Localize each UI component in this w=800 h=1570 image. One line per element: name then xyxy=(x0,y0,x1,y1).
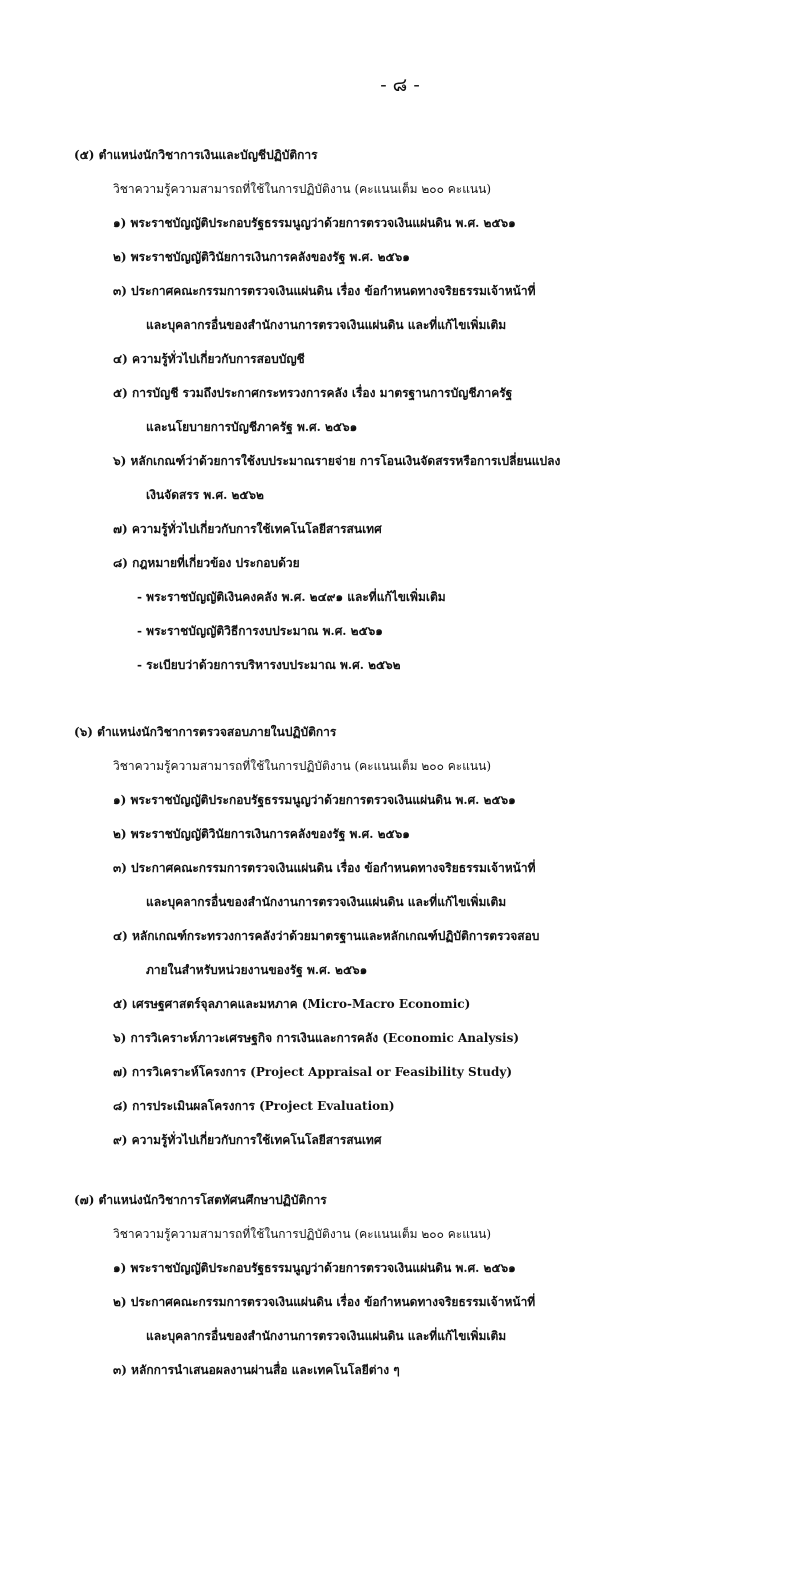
list-item-continuation: และบุคลากรอื่นของสำนักงานการตรวจเงินแผ่นดิน และที่แก้ไขเพิ่มเติม xyxy=(146,895,507,909)
list-item: ๓) ประกาศคณะกรรมการตรวจเงินแผ่นดิน เรื่อง ข้อกำหนดทางจริยธรรมเจ้าหน้าที่ xyxy=(113,284,536,298)
section-heading: (๗) ตำแหน่งนักวิชาการโสตทัศนศึกษาปฏิบัติการ xyxy=(74,1193,327,1207)
list-item-continuation: เงินจัดสรร พ.ศ. ๒๕๖๒ xyxy=(146,488,264,502)
sub-list-item: - พระราชบัญญัติวิธีการงบประมาณ พ.ศ. ๒๕๖๑ xyxy=(137,624,383,638)
section-subject: วิชาความรู้ความสามารถที่ใช้ในการปฏิบัติงาน (คะแนนเต็ม ๒๐๐ คะแนน) xyxy=(113,1227,492,1241)
list-item: ๒) ประกาศคณะกรรมการตรวจเงินแผ่นดิน เรื่อง ข้อกำหนดทางจริยธรรมเจ้าหน้าที่ xyxy=(113,1295,536,1309)
list-item: ๗) การวิเคราะห์โครงการ (Project Appraisal or Feasibility Study) xyxy=(113,1065,513,1079)
section-subject: วิชาความรู้ความสามารถที่ใช้ในการปฏิบัติงาน (คะแนนเต็ม ๒๐๐ คะแนน) xyxy=(113,759,492,773)
section-5 xyxy=(0,138,800,682)
list-item-continuation: และนโยบายการบัญชีภาครัฐ พ.ศ. ๒๕๖๑ xyxy=(146,420,358,434)
section-7 xyxy=(0,1183,800,1387)
list-item-continuation: และบุคลากรอื่นของสำนักงานการตรวจเงินแผ่นดิน และที่แก้ไขเพิ่มเติม xyxy=(146,1329,507,1343)
list-item: ๖) การวิเคราะห์ภาวะเศรษฐกิจ การเงินและการคลัง (Economic Analysis) xyxy=(113,1031,520,1045)
list-item: ๒) พระราชบัญญัติวินัยการเงินการคลังของรัฐ พ.ศ. ๒๕๖๑ xyxy=(113,250,410,264)
list-item: ๓) ประกาศคณะกรรมการตรวจเงินแผ่นดิน เรื่อง ข้อกำหนดทางจริยธรรมเจ้าหน้าที่ xyxy=(113,861,536,875)
list-item: ๕) เศรษฐศาสตร์จุลภาคและมหภาค (Micro-Macro Economic) xyxy=(113,997,471,1011)
section-subject: วิชาความรู้ความสามารถที่ใช้ในการปฏิบัติงาน (คะแนนเต็ม ๒๐๐ คะแนน) xyxy=(113,182,492,196)
list-item: ๓) หลักการนำเสนอผลงานผ่านสื่อ และเทคโนโลยีต่าง ๆ xyxy=(113,1363,400,1377)
page-number: - ๘ - xyxy=(380,74,420,96)
list-item: ๕) การบัญชี รวมถึงประกาศกระทรวงการคลัง เรื่อง มาตรฐานการบัญชีภาครัฐ xyxy=(113,386,513,400)
list-item: ๒) พระราชบัญญัติวินัยการเงินการคลังของรัฐ พ.ศ. ๒๕๖๑ xyxy=(113,827,410,841)
list-item: ๘) การประเมินผลโครงการ (Project Evaluation) xyxy=(113,1099,395,1113)
list-item: ๑) พระราชบัญญัติประกอบรัฐธรรมนูญว่าด้วยการตรวจเงินแผ่นดิน พ.ศ. ๒๕๖๑ xyxy=(113,793,516,807)
sub-list-item: - ระเบียบว่าด้วยการบริหารงบประมาณ พ.ศ. ๒๕๖๒ xyxy=(137,658,401,672)
list-item: ๘) กฎหมายที่เกี่ยวข้อง ประกอบด้วย xyxy=(113,556,300,570)
list-item-continuation: ภายในสำหรับหน่วยงานของรัฐ พ.ศ. ๒๕๖๑ xyxy=(146,963,368,977)
list-item-continuation: และบุคลากรอื่นของสำนักงานการตรวจเงินแผ่นดิน และที่แก้ไขเพิ่มเติม xyxy=(146,318,507,332)
list-item: ๔) ความรู้ทั่วไปเกี่ยวกับการสอบบัญชี xyxy=(113,352,305,366)
list-item: ๑) พระราชบัญญัติประกอบรัฐธรรมนูญว่าด้วยการตรวจเงินแผ่นดิน พ.ศ. ๒๕๖๑ xyxy=(113,1261,516,1275)
list-item: ๗) ความรู้ทั่วไปเกี่ยวกับการใช้เทคโนโลยีสารสนเทศ xyxy=(113,522,382,536)
section-6 xyxy=(0,715,800,1157)
section-heading: (๖) ตำแหน่งนักวิชาการตรวจสอบภายในปฏิบัติการ xyxy=(74,725,337,739)
section-heading: (๕) ตำแหน่งนักวิชาการเงินและบัญชีปฏิบัติการ xyxy=(74,148,318,162)
sub-list-item: - พระราชบัญญัติเงินคงคลัง พ.ศ. ๒๔๙๑ และที่แก้ไขเพิ่มเติม xyxy=(137,590,446,604)
list-item: ๔) หลักเกณฑ์กระทรวงการคลังว่าด้วยมาตรฐานและหลักเกณฑ์ปฏิบัติการตรวจสอบ xyxy=(113,929,540,943)
list-item: ๙) ความรู้ทั่วไปเกี่ยวกับการใช้เทคโนโลยีสารสนเทศ xyxy=(113,1133,382,1147)
list-item: ๖) หลักเกณฑ์ว่าด้วยการใช้งบประมาณรายจ่าย การโอนเงินจัดสรรหรือการเปลี่ยนแปลง xyxy=(113,454,561,468)
list-item: ๑) พระราชบัญญัติประกอบรัฐธรรมนูญว่าด้วยการตรวจเงินแผ่นดิน พ.ศ. ๒๕๖๑ xyxy=(113,216,516,230)
